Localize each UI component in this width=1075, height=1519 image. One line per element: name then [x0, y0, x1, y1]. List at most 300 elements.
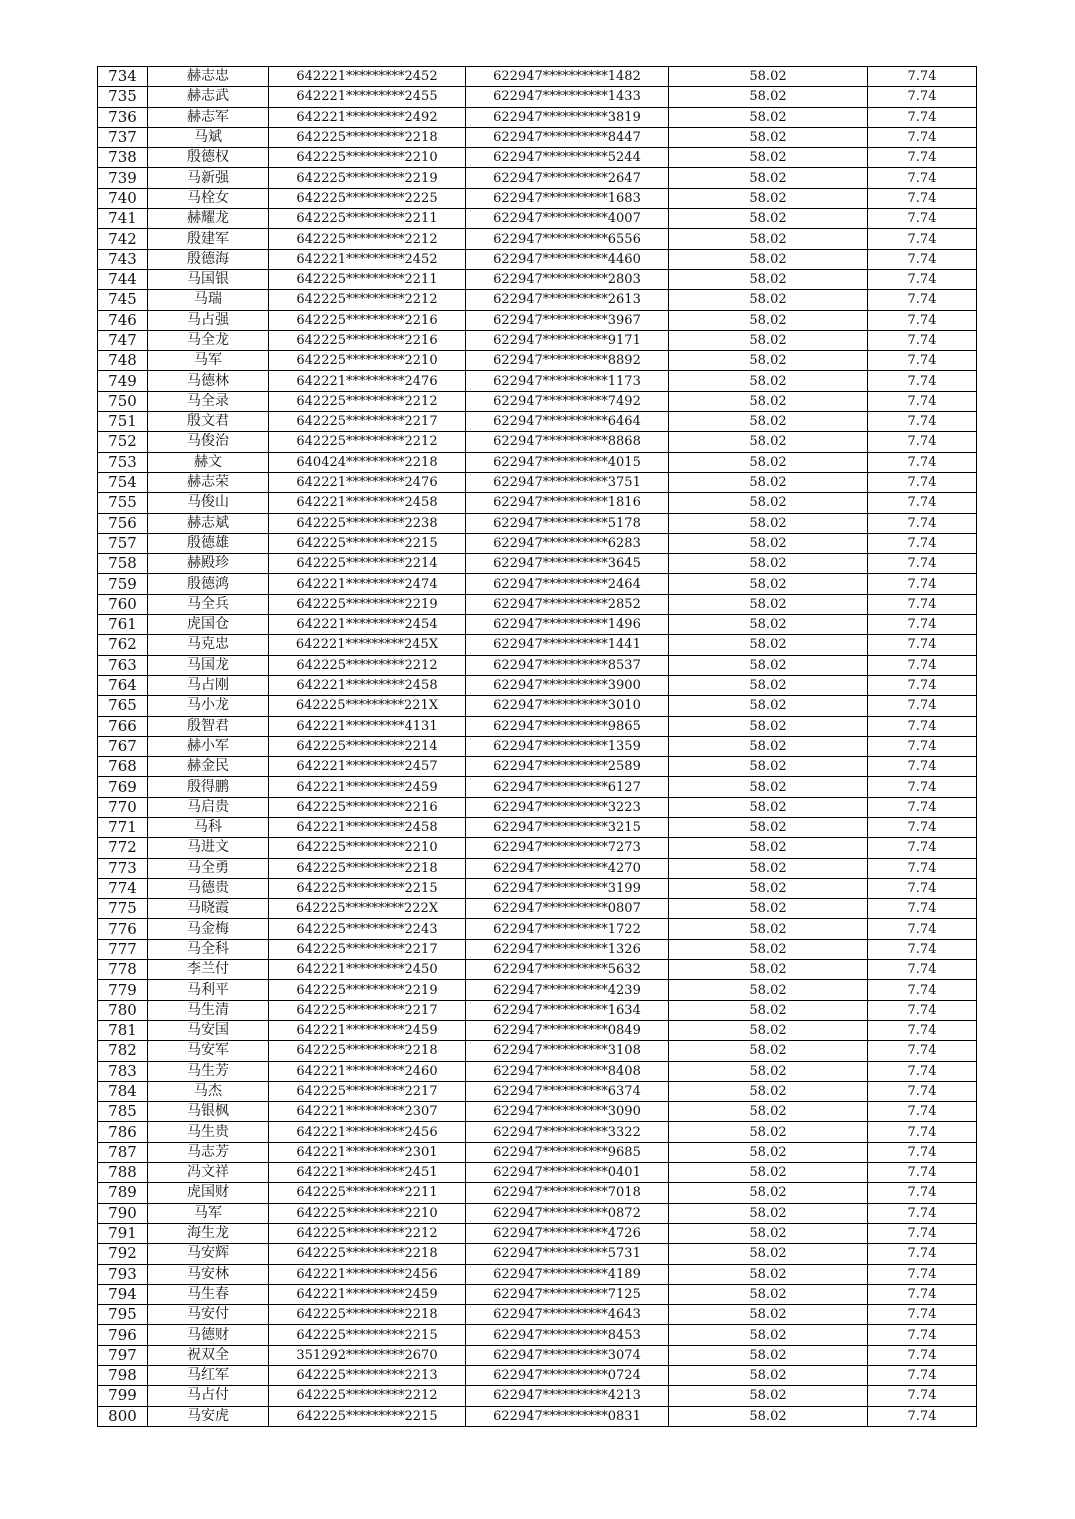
person-name: 马德林 — [148, 371, 269, 391]
row-number: 752 — [98, 432, 148, 452]
card-number: 622947**********6556 — [466, 229, 669, 249]
card-number: 622947**********0807 — [466, 899, 669, 919]
table-row — [98, 594, 977, 614]
id-number: 642225*********2219 — [269, 980, 466, 1000]
table-row — [98, 290, 977, 310]
table-row — [98, 412, 977, 432]
value-cell: 7.74 — [868, 67, 977, 87]
amount-cell: 58.02 — [669, 351, 868, 371]
row-number: 768 — [98, 757, 148, 777]
value-cell: 7.74 — [868, 1081, 977, 1101]
card-number: 622947**********3322 — [466, 1122, 669, 1142]
table-row — [98, 107, 977, 127]
card-number: 622947**********8447 — [466, 127, 669, 147]
value-cell: 7.74 — [868, 817, 977, 837]
value-cell: 7.74 — [868, 330, 977, 350]
row-number: 776 — [98, 919, 148, 939]
card-number: 622947**********2464 — [466, 574, 669, 594]
card-number: 622947**********3199 — [466, 878, 669, 898]
value-cell: 7.74 — [868, 1163, 977, 1183]
amount-cell: 58.02 — [669, 1284, 868, 1304]
table-row — [98, 310, 977, 330]
row-number: 769 — [98, 777, 148, 797]
person-name: 马安军 — [148, 1041, 269, 1061]
person-name: 赫志武 — [148, 87, 269, 107]
amount-cell: 58.02 — [669, 594, 868, 614]
table-row — [98, 472, 977, 492]
row-number: 794 — [98, 1284, 148, 1304]
amount-cell: 58.02 — [669, 838, 868, 858]
card-number: 622947**********3900 — [466, 675, 669, 695]
row-number: 800 — [98, 1406, 148, 1426]
id-number: 642225*********2211 — [269, 1183, 466, 1203]
person-name: 马瑞 — [148, 290, 269, 310]
row-number: 789 — [98, 1183, 148, 1203]
table-row — [98, 249, 977, 269]
amount-cell: 58.02 — [669, 1264, 868, 1284]
value-cell: 7.74 — [868, 757, 977, 777]
table-row — [98, 229, 977, 249]
row-number: 778 — [98, 960, 148, 980]
id-number: 642221*********2458 — [269, 675, 466, 695]
value-cell: 7.74 — [868, 635, 977, 655]
card-number: 622947**********6127 — [466, 777, 669, 797]
id-number: 642221*********2457 — [269, 757, 466, 777]
id-number: 642225*********2217 — [269, 1000, 466, 1020]
amount-cell: 58.02 — [669, 87, 868, 107]
card-number: 622947**********3645 — [466, 554, 669, 574]
value-cell: 7.74 — [868, 696, 977, 716]
amount-cell: 58.02 — [669, 878, 868, 898]
value-cell: 7.74 — [868, 899, 977, 919]
amount-cell: 58.02 — [669, 1061, 868, 1081]
card-number: 622947**********2613 — [466, 290, 669, 310]
table-row — [98, 675, 977, 695]
id-number: 642221*********2458 — [269, 817, 466, 837]
person-name: 祝双全 — [148, 1345, 269, 1365]
value-cell: 7.74 — [868, 432, 977, 452]
id-number: 642225*********2219 — [269, 594, 466, 614]
value-cell: 7.74 — [868, 1000, 977, 1020]
card-number: 622947**********2803 — [466, 269, 669, 289]
amount-cell: 58.02 — [669, 716, 868, 736]
person-name: 马安付 — [148, 1305, 269, 1325]
row-number: 744 — [98, 269, 148, 289]
row-number: 749 — [98, 371, 148, 391]
row-number: 793 — [98, 1264, 148, 1284]
row-number: 783 — [98, 1061, 148, 1081]
id-number: 642221*********2456 — [269, 1264, 466, 1284]
value-cell: 7.74 — [868, 249, 977, 269]
row-number: 772 — [98, 838, 148, 858]
row-number: 787 — [98, 1142, 148, 1162]
card-number: 622947**********3074 — [466, 1345, 669, 1365]
row-number: 791 — [98, 1223, 148, 1243]
value-cell: 7.74 — [868, 1183, 977, 1203]
id-number: 642225*********2212 — [269, 1386, 466, 1406]
amount-cell: 58.02 — [669, 1163, 868, 1183]
value-cell: 7.74 — [868, 229, 977, 249]
row-number: 753 — [98, 452, 148, 472]
amount-cell: 58.02 — [669, 269, 868, 289]
row-number: 755 — [98, 493, 148, 513]
amount-cell: 58.02 — [669, 1000, 868, 1020]
card-number: 622947**********1359 — [466, 736, 669, 756]
card-number: 622947**********4460 — [466, 249, 669, 269]
person-name: 马俊治 — [148, 432, 269, 452]
person-name: 马克忠 — [148, 635, 269, 655]
person-name: 马占付 — [148, 1386, 269, 1406]
row-number: 781 — [98, 1020, 148, 1040]
table-body — [98, 67, 977, 1427]
person-name: 殷德海 — [148, 249, 269, 269]
card-number: 622947**********5244 — [466, 148, 669, 168]
value-cell: 7.74 — [868, 472, 977, 492]
table-row — [98, 554, 977, 574]
table-row — [98, 1081, 977, 1101]
person-name: 马全录 — [148, 391, 269, 411]
value-cell: 7.74 — [868, 188, 977, 208]
value-cell: 7.74 — [868, 838, 977, 858]
card-number: 622947**********2852 — [466, 594, 669, 614]
row-number: 790 — [98, 1203, 148, 1223]
value-cell: 7.74 — [868, 858, 977, 878]
row-number: 756 — [98, 513, 148, 533]
value-cell: 7.74 — [868, 412, 977, 432]
amount-cell: 58.02 — [669, 67, 868, 87]
value-cell: 7.74 — [868, 878, 977, 898]
row-number: 741 — [98, 209, 148, 229]
id-number: 642225*********2211 — [269, 209, 466, 229]
amount-cell: 58.02 — [669, 412, 868, 432]
amount-cell: 58.02 — [669, 493, 868, 513]
table-row — [98, 655, 977, 675]
row-number: 757 — [98, 533, 148, 553]
id-number: 642221*********2492 — [269, 107, 466, 127]
table-row — [98, 1264, 977, 1284]
value-cell: 7.74 — [868, 554, 977, 574]
table-row — [98, 960, 977, 980]
amount-cell: 58.02 — [669, 391, 868, 411]
value-cell: 7.74 — [868, 1305, 977, 1325]
table-row — [98, 858, 977, 878]
id-number: 642225*********2215 — [269, 533, 466, 553]
value-cell: 7.74 — [868, 1366, 977, 1386]
table-row — [98, 939, 977, 959]
amount-cell: 58.02 — [669, 188, 868, 208]
row-number: 764 — [98, 675, 148, 695]
table-row — [98, 1284, 977, 1304]
row-number: 754 — [98, 472, 148, 492]
table-row — [98, 1183, 977, 1203]
row-number: 788 — [98, 1163, 148, 1183]
person-name: 马金梅 — [148, 919, 269, 939]
id-number: 642221*********2459 — [269, 1020, 466, 1040]
amount-cell: 58.02 — [669, 371, 868, 391]
row-number: 799 — [98, 1386, 148, 1406]
person-name: 马国银 — [148, 269, 269, 289]
table-row — [98, 391, 977, 411]
person-name: 马安辉 — [148, 1244, 269, 1264]
row-number: 761 — [98, 615, 148, 635]
row-number: 771 — [98, 817, 148, 837]
id-number: 640424*********2218 — [269, 452, 466, 472]
card-number: 622947**********3010 — [466, 696, 669, 716]
id-number: 642225*********2211 — [269, 269, 466, 289]
card-number: 622947**********8408 — [466, 1061, 669, 1081]
table-row — [98, 67, 977, 87]
table-row — [98, 87, 977, 107]
value-cell: 7.74 — [868, 1386, 977, 1406]
id-number: 642221*********2454 — [269, 615, 466, 635]
card-number: 622947**********1482 — [466, 67, 669, 87]
table-row — [98, 899, 977, 919]
id-number: 642225*********2212 — [269, 655, 466, 675]
row-number: 784 — [98, 1081, 148, 1101]
card-number: 622947**********0831 — [466, 1406, 669, 1426]
card-number: 622947**********1816 — [466, 493, 669, 513]
id-number: 642221*********2452 — [269, 67, 466, 87]
amount-cell: 58.02 — [669, 310, 868, 330]
card-number: 622947**********3751 — [466, 472, 669, 492]
row-number: 779 — [98, 980, 148, 1000]
id-number: 642225*********2238 — [269, 513, 466, 533]
amount-cell: 58.02 — [669, 736, 868, 756]
id-number: 642221*********2459 — [269, 777, 466, 797]
table-row — [98, 371, 977, 391]
amount-cell: 58.02 — [669, 919, 868, 939]
card-number: 622947**********5178 — [466, 513, 669, 533]
card-number: 622947**********1326 — [466, 939, 669, 959]
table-row — [98, 513, 977, 533]
amount-cell: 58.02 — [669, 1102, 868, 1122]
amount-cell: 58.02 — [669, 554, 868, 574]
card-number: 622947**********2647 — [466, 168, 669, 188]
card-number: 622947**********0849 — [466, 1020, 669, 1040]
value-cell: 7.74 — [868, 655, 977, 675]
card-number: 622947**********4726 — [466, 1223, 669, 1243]
table-row — [98, 148, 977, 168]
amount-cell: 58.02 — [669, 777, 868, 797]
card-number: 622947**********2589 — [466, 757, 669, 777]
row-number: 798 — [98, 1366, 148, 1386]
table-row — [98, 635, 977, 655]
person-name: 李兰付 — [148, 960, 269, 980]
value-cell: 7.74 — [868, 1020, 977, 1040]
amount-cell: 58.02 — [669, 168, 868, 188]
card-number: 622947**********4270 — [466, 858, 669, 878]
value-cell: 7.74 — [868, 533, 977, 553]
id-number: 642225*********2219 — [269, 168, 466, 188]
id-number: 642225*********2215 — [269, 1325, 466, 1345]
card-number: 622947**********7492 — [466, 391, 669, 411]
value-cell: 7.74 — [868, 1041, 977, 1061]
person-name: 马红军 — [148, 1366, 269, 1386]
person-name: 马杰 — [148, 1081, 269, 1101]
value-cell: 7.74 — [868, 919, 977, 939]
id-number: 642225*********2243 — [269, 919, 466, 939]
table-row — [98, 168, 977, 188]
person-name: 虎国仓 — [148, 615, 269, 635]
value-cell: 7.74 — [868, 1142, 977, 1162]
table-row — [98, 209, 977, 229]
value-cell: 7.74 — [868, 391, 977, 411]
table-row — [98, 452, 977, 472]
value-cell: 7.74 — [868, 1223, 977, 1243]
id-number: 642225*********2214 — [269, 736, 466, 756]
amount-cell: 58.02 — [669, 858, 868, 878]
person-name: 马栓女 — [148, 188, 269, 208]
row-number: 795 — [98, 1305, 148, 1325]
amount-cell: 58.02 — [669, 229, 868, 249]
row-number: 736 — [98, 107, 148, 127]
table-row — [98, 432, 977, 452]
amount-cell: 58.02 — [669, 980, 868, 1000]
table-row — [98, 777, 977, 797]
card-number: 622947**********1496 — [466, 615, 669, 635]
table-row — [98, 1386, 977, 1406]
row-number: 738 — [98, 148, 148, 168]
person-name: 马全龙 — [148, 330, 269, 350]
id-number: 642225*********2216 — [269, 310, 466, 330]
person-name: 赫金民 — [148, 757, 269, 777]
row-number: 786 — [98, 1122, 148, 1142]
amount-cell: 58.02 — [669, 615, 868, 635]
id-number: 642225*********2218 — [269, 1041, 466, 1061]
table-row — [98, 1102, 977, 1122]
row-number: 737 — [98, 127, 148, 147]
card-number: 622947**********1441 — [466, 635, 669, 655]
row-number: 747 — [98, 330, 148, 350]
person-name: 马占强 — [148, 310, 269, 330]
table-row — [98, 351, 977, 371]
row-number: 748 — [98, 351, 148, 371]
value-cell: 7.74 — [868, 87, 977, 107]
id-number: 642225*********2218 — [269, 1305, 466, 1325]
amount-cell: 58.02 — [669, 513, 868, 533]
table-row — [98, 127, 977, 147]
row-number: 743 — [98, 249, 148, 269]
value-cell: 7.74 — [868, 1203, 977, 1223]
value-cell: 7.74 — [868, 269, 977, 289]
row-number: 734 — [98, 67, 148, 87]
table-row — [98, 1122, 977, 1142]
amount-cell: 58.02 — [669, 452, 868, 472]
value-cell: 7.74 — [868, 675, 977, 695]
table-row — [98, 330, 977, 350]
id-number: 642221*********2456 — [269, 1122, 466, 1142]
value-cell: 7.74 — [868, 615, 977, 635]
row-number: 759 — [98, 574, 148, 594]
row-number: 796 — [98, 1325, 148, 1345]
person-name: 马斌 — [148, 127, 269, 147]
card-number: 622947**********1722 — [466, 919, 669, 939]
value-cell: 7.74 — [868, 310, 977, 330]
table-row — [98, 878, 977, 898]
person-name: 马安林 — [148, 1264, 269, 1284]
row-number: 762 — [98, 635, 148, 655]
card-number: 622947**********1173 — [466, 371, 669, 391]
person-name: 殷德权 — [148, 148, 269, 168]
amount-cell: 58.02 — [669, 432, 868, 452]
id-number: 642221*********2452 — [269, 249, 466, 269]
amount-cell: 58.02 — [669, 1345, 868, 1365]
amount-cell: 58.02 — [669, 960, 868, 980]
id-number: 642225*********2210 — [269, 1203, 466, 1223]
amount-cell: 58.02 — [669, 1020, 868, 1040]
person-name: 殷建军 — [148, 229, 269, 249]
card-number: 622947**********6464 — [466, 412, 669, 432]
amount-cell: 58.02 — [669, 127, 868, 147]
id-number: 642221*********2459 — [269, 1284, 466, 1304]
id-number: 642225*********2216 — [269, 797, 466, 817]
table-row — [98, 919, 977, 939]
table-row — [98, 533, 977, 553]
amount-cell: 58.02 — [669, 899, 868, 919]
card-number: 622947**********3215 — [466, 817, 669, 837]
person-name: 马军 — [148, 1203, 269, 1223]
row-number: 746 — [98, 310, 148, 330]
amount-cell: 58.02 — [669, 209, 868, 229]
card-number: 622947**********9865 — [466, 716, 669, 736]
card-number: 622947**********5632 — [466, 960, 669, 980]
card-number: 622947**********8868 — [466, 432, 669, 452]
row-number: 792 — [98, 1244, 148, 1264]
amount-cell: 58.02 — [669, 1122, 868, 1142]
card-number: 622947**********3223 — [466, 797, 669, 817]
card-number: 622947**********3090 — [466, 1102, 669, 1122]
amount-cell: 58.02 — [669, 472, 868, 492]
amount-cell: 58.02 — [669, 1142, 868, 1162]
table-row — [98, 838, 977, 858]
card-number: 622947**********1433 — [466, 87, 669, 107]
id-number: 642225*********2218 — [269, 127, 466, 147]
card-number: 622947**********3967 — [466, 310, 669, 330]
amount-cell: 58.02 — [669, 1406, 868, 1426]
amount-cell: 58.02 — [669, 1203, 868, 1223]
card-number: 622947**********1634 — [466, 1000, 669, 1020]
card-number: 622947**********0872 — [466, 1203, 669, 1223]
value-cell: 7.74 — [868, 960, 977, 980]
person-name: 虎国财 — [148, 1183, 269, 1203]
person-name: 马小龙 — [148, 696, 269, 716]
person-name: 马占刚 — [148, 675, 269, 695]
row-number: 775 — [98, 899, 148, 919]
amount-cell: 58.02 — [669, 290, 868, 310]
id-number: 642225*********2216 — [269, 330, 466, 350]
person-name: 殷文君 — [148, 412, 269, 432]
table-row — [98, 1061, 977, 1081]
row-number: 785 — [98, 1102, 148, 1122]
row-number: 740 — [98, 188, 148, 208]
table-row — [98, 817, 977, 837]
person-name: 赫殿珍 — [148, 554, 269, 574]
person-name: 马军 — [148, 351, 269, 371]
id-number: 642225*********2215 — [269, 1406, 466, 1426]
id-number: 642221*********2474 — [269, 574, 466, 594]
table-row — [98, 716, 977, 736]
value-cell: 7.74 — [868, 574, 977, 594]
value-cell: 7.74 — [868, 1264, 977, 1284]
amount-cell: 58.02 — [669, 696, 868, 716]
card-number: 622947**********8453 — [466, 1325, 669, 1345]
amount-cell: 58.02 — [669, 817, 868, 837]
amount-cell: 58.02 — [669, 675, 868, 695]
value-cell: 7.74 — [868, 148, 977, 168]
amount-cell: 58.02 — [669, 533, 868, 553]
amount-cell: 58.02 — [669, 1366, 868, 1386]
amount-cell: 58.02 — [669, 635, 868, 655]
